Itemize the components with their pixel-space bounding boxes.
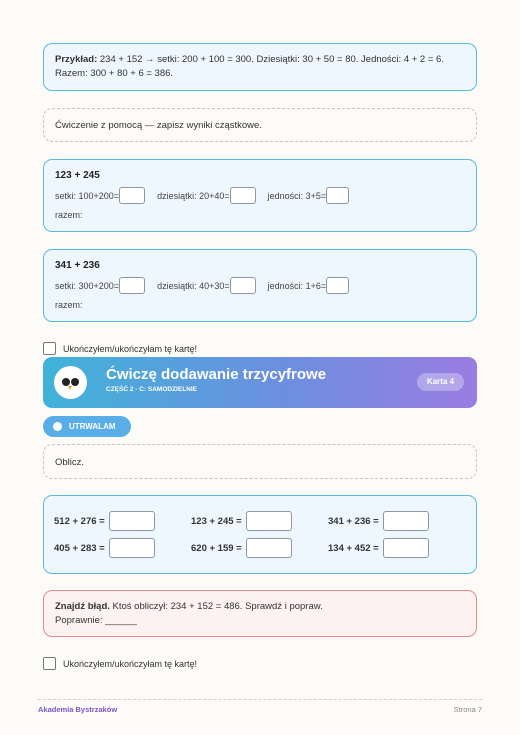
exercise-item — [54, 538, 155, 558]
exercise-label: 620 + 159 = — [191, 542, 242, 554]
exercise-item — [191, 511, 292, 531]
pill-label: UTRWALAM — [69, 422, 116, 431]
banner-subtitle: CZĘŚĆ 2 · C: SAMODZIELNIE — [106, 386, 198, 393]
example-body: 234 + 152 → setki: 200 + 100 = 300. Dziesiątki: 30 + 50 = 80. Jedności: 4 + 2 = 6. Razem: 300 + 80 + 6 = 386. — [55, 54, 444, 79]
exercise-label: 341 + 236 = — [328, 515, 379, 527]
exercise-item — [191, 538, 292, 558]
exercise-label: 134 + 452 = — [328, 542, 379, 554]
dot-icon — [53, 422, 62, 431]
example-box — [43, 43, 477, 91]
example-label: Przykład: — [55, 54, 98, 65]
ones-label: jedności: 1+6= — [267, 280, 327, 291]
answer-box[interactable] — [109, 538, 155, 558]
completion-check[interactable] — [43, 342, 197, 355]
tens-answer-box[interactable] — [230, 277, 256, 294]
owl-icon — [54, 366, 87, 399]
exercise-grid — [43, 495, 477, 574]
footer-brand: Akademia Bystrzaków — [38, 705, 118, 714]
exercise-label: 405 + 283 = — [54, 542, 105, 554]
task-title: 341 + 236 — [55, 260, 100, 271]
section-pill — [43, 416, 131, 437]
hundreds-answer-box[interactable] — [119, 187, 145, 204]
card-badge: Karta 4 — [417, 373, 464, 391]
section-banner — [43, 357, 477, 408]
instruction-text: Oblicz. — [55, 457, 85, 468]
tens-answer-box[interactable] — [230, 187, 256, 204]
total-label: razem: — [55, 300, 83, 310]
banner-title: Ćwiczę dodawanie trzycyfrowe — [106, 366, 327, 383]
answer-box[interactable] — [383, 511, 429, 531]
answer-box[interactable] — [246, 538, 292, 558]
find-error-text — [55, 600, 465, 614]
hint-box — [43, 108, 477, 142]
task-row — [55, 277, 465, 294]
find-error-box — [43, 590, 477, 637]
answer-box[interactable] — [383, 538, 429, 558]
hundreds-label: setki: 300+200= — [55, 280, 120, 291]
completion-check[interactable] — [43, 657, 197, 670]
tens-label: dziesiątki: 40+30= — [157, 280, 230, 291]
answer-box[interactable] — [109, 511, 155, 531]
task-card-2 — [43, 249, 477, 322]
tens-label: dziesiątki: 20+40= — [157, 190, 230, 201]
example-text — [55, 53, 465, 81]
page-number: Strona 7 — [453, 705, 482, 714]
completion-checkbox[interactable] — [43, 342, 56, 355]
answer-box[interactable] — [246, 511, 292, 531]
total-label: razem: — [55, 210, 83, 220]
find-error-label: Znajdź błąd. — [55, 601, 110, 612]
ones-answer-box[interactable] — [326, 187, 349, 204]
task-card-1 — [43, 159, 477, 232]
footer-divider — [38, 699, 482, 700]
task-row — [55, 187, 465, 204]
ones-answer-box[interactable] — [326, 277, 349, 294]
hundreds-label: setki: 100+200= — [55, 190, 120, 201]
exercise-label: 123 + 245 = — [191, 515, 242, 527]
hundreds-answer-box[interactable] — [119, 277, 145, 294]
ones-label: jedności: 3+5= — [267, 190, 327, 201]
correct-line[interactable]: Poprawnie: ______ — [55, 615, 137, 626]
hint-text: Ćwiczenie z pomocą — zapisz wyniki cząstkowe. — [55, 120, 262, 131]
instruction-box — [43, 444, 477, 479]
exercise-label: 512 + 276 = — [54, 515, 105, 527]
completion-checkbox[interactable] — [43, 657, 56, 670]
exercise-item — [328, 538, 429, 558]
exercise-item — [54, 511, 155, 531]
task-title: 123 + 245 — [55, 170, 100, 181]
find-error-body: Ktoś obliczył: 234 + 152 = 486. Sprawdź i popraw. — [109, 601, 323, 612]
exercise-item — [328, 511, 429, 531]
completion-label: Ukończyłem/ukończyłam tę kartę! — [63, 658, 198, 669]
completion-label: Ukończyłem/ukończyłam tę kartę! — [63, 343, 198, 354]
